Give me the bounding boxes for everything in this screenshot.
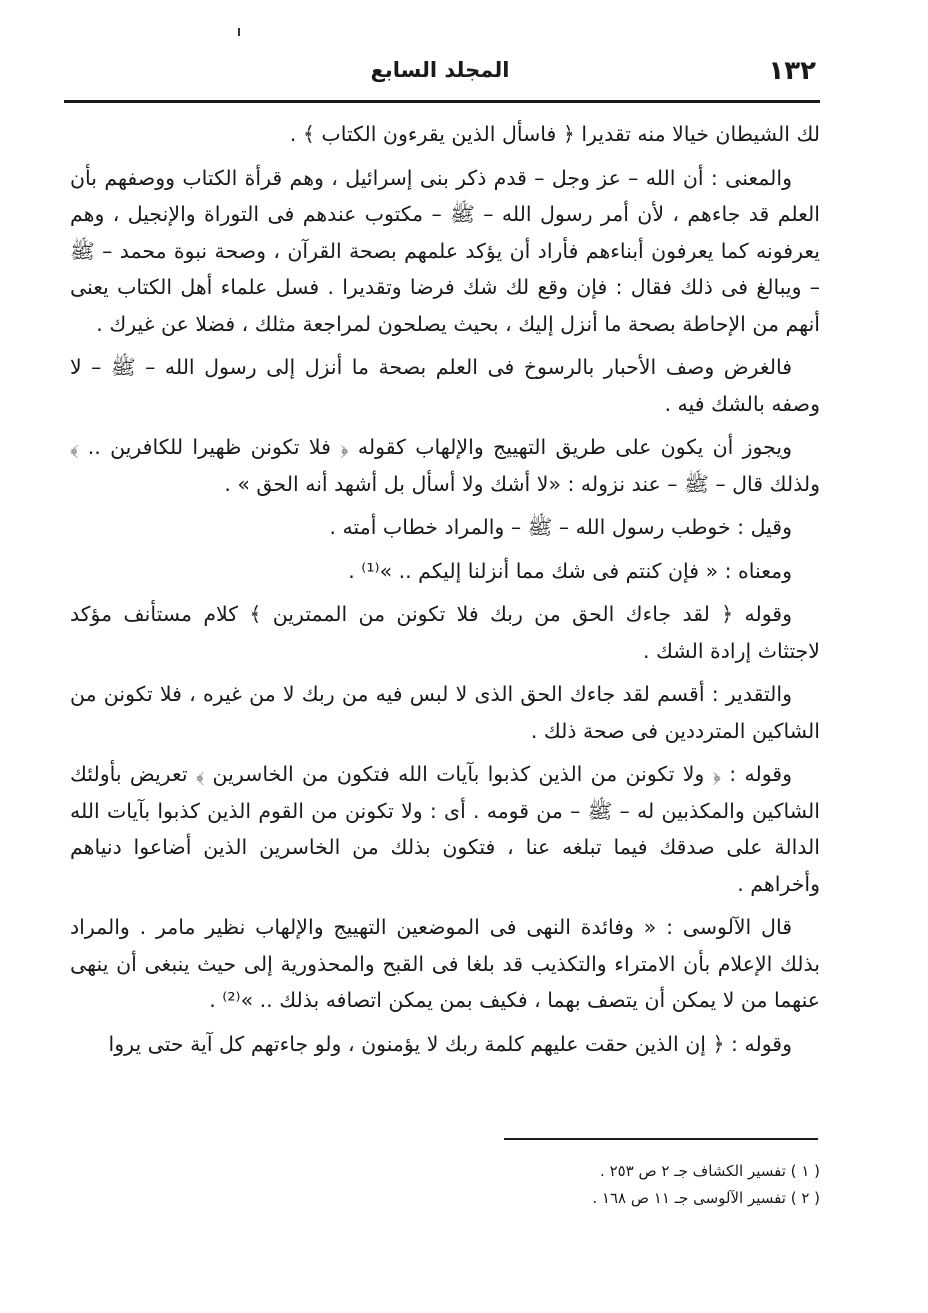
footnote-divider <box>504 1138 818 1140</box>
paragraph: والتقدير : أقسم لقد جاءك الحق الذى لا لبس فيه من ربك لا من غيره ، فلا تكونن من الشاكين المترددين فى صحة ذلك . <box>70 682 820 743</box>
paragraph: فالغرض وصف الأحبار بالرسوخ فى العلم بصحة ما أنزل إلى رسول الله – ﷺ – لا وصفه بالشك فيه . <box>70 355 820 416</box>
paragraph: لك الشيطان خيالا منه تقديرا ﴿ فاسأل الذين يقرءون الكتاب ﴾ . <box>289 122 820 146</box>
paragraph: قال الآلوسى : « وفائدة النهى فى الموضعين التهييج والإلهاب نظير مامر . والمراد بذلك الإعلام بأن الامتراء والتكذيب قد بلغا فى القبح والمحذورية إلى حيث ينبغى أن ينهى عنهما من لا يمكن أن يتصف بهما ، فكيف بمن يمكن اتصافه بذلك .. »⁽²⁾ . <box>70 915 820 1012</box>
paragraph: وقوله ﴿ لقد جاءك الحق من ربك فلا تكونن من الممترين ﴾ كلام مستأنف مؤكد لاجتثاث إرادة الشك . <box>70 602 820 663</box>
footnote: ( ٢ ) تفسير الآلوسى جـ ١١ ص ١٦٨ . <box>592 1189 820 1207</box>
paragraph: وقيل : خوطب رسول الله – ﷺ – والمراد خطاب أمته . <box>329 515 792 539</box>
header-divider <box>64 100 820 103</box>
paragraph: ومعناه : « فإن كنتم فى شك مما أنزلنا إليكم .. »⁽¹⁾ . <box>348 558 792 583</box>
page-header <box>64 52 816 92</box>
footnotes <box>260 1158 820 1212</box>
paragraph: والمعنى : أن الله – عز وجل – قدم ذكر بنى إسرائيل ، وهم قرأة الكتاب ووصفهم بأن العلم قد جاءهم ، لأن أمر رسول الله – ﷺ – مكتوب عندهم فى التوراة والإنجيل ، وهم يعرفونه كما يعرفون أبناءهم فأراد أن يؤكد علمهم بصحة القرآن ، وصحة نبوة محمد – ﷺ – ويبالغ فى ذلك فقال : فإن وقع لك شك فرضا وتقديرا . فسل علماء أهل الكتاب يعنى أنهم من الإحاطة بصحة ما أنزل إليك ، بحيث يصلحون لمراجعة مثلك ، فضلا عن غيرك . <box>70 165 820 336</box>
footnote: ( ١ ) تفسير الكشاف جـ ٢ ص ٢٥٣ . <box>600 1162 820 1180</box>
page-number: ١٣٢ <box>768 56 816 86</box>
main-text <box>70 116 820 1069</box>
paragraph: وقوله : ﴿ ولا تكونن من الذين كذبوا بآيات الله فتكون من الخاسرين ﴾ تعريض بأولئك الشاكين والمكذبين له – ﷺ – من قومه . أى : ولا تكونن من القوم الذين كذبوا بآيات الله الدالة على صدقك فيما تبلغه عنا ، فتكون بذلك من الخاسرين الذين أضاعوا دنياهم وأخراهم . <box>70 762 820 896</box>
paragraph: وقوله : ﴿ إن الذين حقت عليهم كلمة ربك لا يؤمنون ، ولو جاءتهم كل آية حتى يروا <box>108 1031 792 1056</box>
running-title: المجلد السابع <box>370 58 510 82</box>
scan-mark <box>238 28 240 36</box>
paragraph: ويجوز أن يكون على طريق التهييج والإلهاب كقوله ﴿ فلا تكونن ظهيرا للكافرين .. ﴾ ولذلك قال – ﷺ – عند نزوله : «لا أشك ولا أسأل بل أشهد أنه الحق » . <box>70 435 820 496</box>
